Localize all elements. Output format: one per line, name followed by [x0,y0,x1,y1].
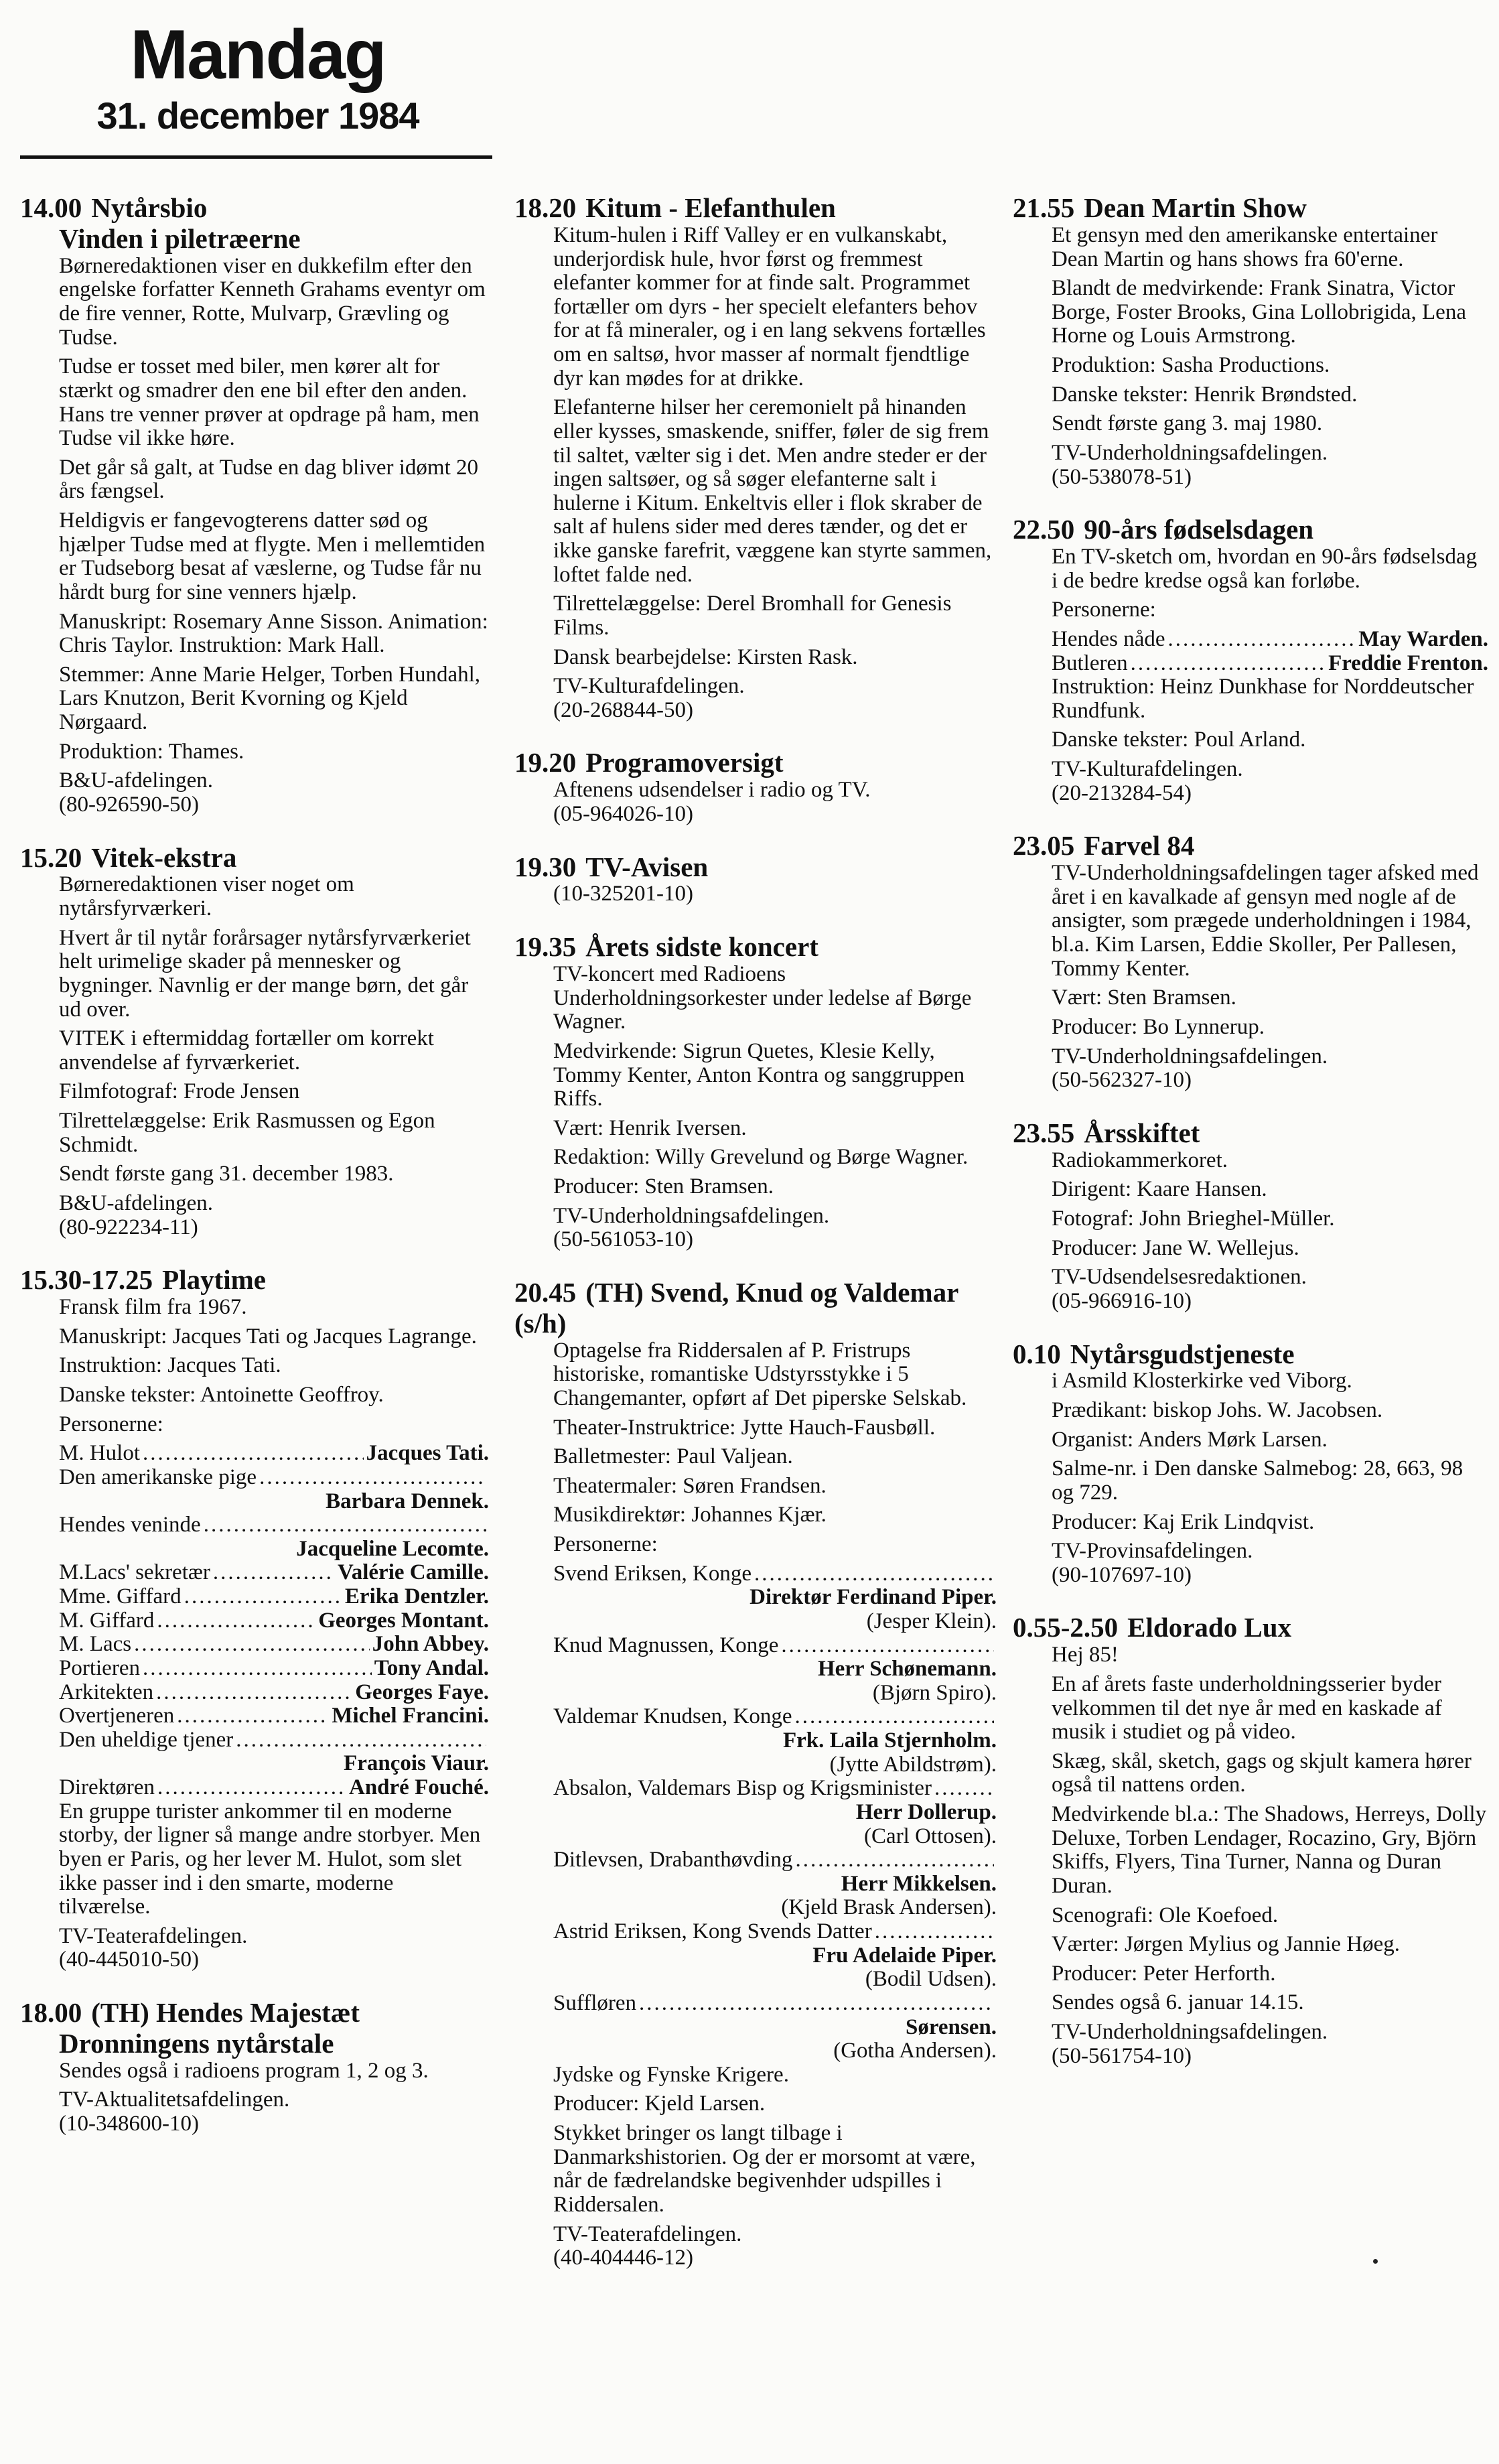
program-description [1013,545,1488,805]
cast-actor: Georges Montant. [318,1608,489,1633]
dot-leader [157,1776,346,1800]
dot-leader [143,1442,364,1466]
cast-role-row [553,1634,997,1658]
program-time: 19.20 [514,747,577,778]
cast-entry [59,1585,489,1609]
description-paragraph: TV-Kulturafdelingen. [1052,757,1243,782]
description-paragraph: Manuskript: Rosemary Anne Sisson. Animation: Chris Taylor. Instruktion: Mark Hall. [59,609,488,658]
description-paragraph: Produktion: Sasha Productions. [1052,353,1330,378]
description-paragraph: TV-Aktualitetsafdelingen. [59,2087,290,2112]
program-title: 90-års fødselsdagen [1084,514,1314,545]
dot-leader [1131,652,1326,676]
page-title: Mandag [130,16,386,94]
cast-actor: Tony Andal. [374,1655,489,1680]
dot-leader [143,1657,372,1681]
program-time: 21.55 [1013,193,1075,223]
program-code: (80-922234-11) [59,1215,198,1239]
program-code: (50-538078-51) [1052,464,1192,489]
cast-actor: Fru Adelaide Piper. [812,1943,997,1968]
description-paragraph: TV-Teaterafdelingen. [59,1923,248,1948]
program-code: (40-404446-12) [553,2246,693,2270]
description-paragraph: Medvirkende: Sigrun Quetes, Klesie Kelly, Tommy Kenter, Anton Kontra og sanggruppen Riffs. [553,1038,965,1111]
program-heading [1013,1613,1488,1643]
program-description [1013,862,1488,1093]
cast-role-row [553,1562,997,1586]
column-1 [20,193,489,2444]
program-entry [1013,1118,1488,1314]
dot-leader [639,1992,994,2016]
program-time: 19.30 [514,851,577,882]
description-paragraph: Børneredaktionen viser noget om nytårsfyrværkeri. [59,872,354,921]
program-title: (TH) Svend, Knud og Valdemar (s/h) [514,1276,958,1339]
program-heading [514,193,997,224]
cast-list [59,1442,489,1799]
description-paragraph: Manuskript: Jacques Tati og Jacques Lagrange. [59,1324,477,1349]
program-entry [20,1998,489,2136]
description-paragraph: Aftenens udsendelser i radio og TV. [553,778,871,803]
cast-entry [59,1609,489,1633]
program-entry [514,193,997,722]
description-paragraph: Medvirkende bl.a.: The Shadows, Herreys, Dolly Deluxe, Torben Lendager, Rocazino, Gry, Björn Skiffs, Flyers, Tina Turner, Nanna og Duran Duran. [1052,1802,1487,1898]
cast-role: Hendes nåde [1052,626,1165,651]
program-time: 15.20 [20,841,82,873]
cast-actor: May Warden. [1358,626,1488,651]
cast-role: Direktøren [59,1775,155,1799]
description-paragraph: Producer: Kaj Erik Lindqvist. [1052,1509,1315,1534]
description-paragraph: En TV-sketch om, hvordan en 90-års fødselsdag i de bedre kredse også kan forløbe. [1052,545,1478,593]
dot-leader [156,1681,352,1705]
dot-leader [795,1705,995,1729]
description-paragraph: Producer: Peter Herforth. [1052,1961,1276,1986]
program-description [20,1296,489,1972]
description-paragraph: Fransk film fra 1967. [59,1295,247,1320]
program-description [20,2059,489,2136]
dot-leader [236,1728,486,1753]
description-paragraph: TV-Teaterafdelingen. [553,2221,742,2246]
cast-note: (Gotha Andersen). [833,2039,997,2063]
program-heading [1013,515,1488,545]
program-heading [20,1265,489,1296]
program-time: 18.20 [514,193,577,223]
program-title: Årsskiftet [1084,1117,1200,1148]
program-code: (80-926590-50) [59,792,199,817]
description-paragraph: En af årets faste underholdningsserier byder velkommen til det nye år med en kaskade af musik i studiet og på video. [1052,1671,1442,1744]
description-paragraph: Instruktion: Jacques Tati. [59,1353,281,1378]
program-entry [1013,1613,1488,2068]
description-paragraph: Salme-nr. i Den danske Salmebog: 28, 663, 98 og 729. [1052,1456,1464,1505]
column-3 [1013,193,1488,2444]
cast-entry [553,1634,997,1706]
description-paragraph: Producer: Bo Lynnerup. [1052,1014,1265,1039]
cast-actor: Jacqueline Lecomte. [296,1536,489,1561]
description-paragraph: B&U-afdelingen. [59,768,214,793]
cast-list [553,1562,997,2063]
dot-leader [795,1848,994,1872]
program-entry [514,1278,997,2270]
program-time: 20.45 [514,1276,577,1308]
cast-actor: Sørensen. [906,2014,997,2039]
description-paragraph: Personerne: [59,1412,163,1436]
description-paragraph: Hvert år til nytår forårsager nytårsfyrværkeriet helt urimelige skader på mennesker og bygninger. Navnlig er der mange børn, det går ud over. [59,925,471,1022]
page-date: 31. december 1984 [96,94,419,137]
program-time: 15.30-17.25 [20,1264,153,1296]
program-title: Programoversigt [585,747,784,778]
program-description [1013,1149,1488,1314]
cast-role: Den uheldige tjener [59,1727,234,1752]
program-title: Eldorado Lux [1127,1612,1292,1643]
program-code: (10-348600-10) [59,2112,199,2136]
cast-role-row [553,1777,997,1801]
description-paragraph: Det går så galt, at Tudse en dag bliver idømt 20 års fængsel. [59,455,478,504]
description-paragraph: En gruppe turister ankommer til en moderne storby, der ligner så mange andre storbyer. Men byen er Paris, og her lever M. Hulot, som slet ikke passer ind i den smarte, moderne tilværelse. [59,1799,481,1919]
program-entry [20,1265,489,1972]
cast-note: (Bjørn Spiro). [872,1680,997,1705]
program-title: Nytårsgudstjeneste [1070,1338,1295,1369]
cast-entry [553,1777,997,1848]
description-paragraph: Producer: Sten Bramsen. [553,1174,774,1199]
description-paragraph: Prædikant: biskop Johs. W. Jacobsen. [1052,1398,1383,1423]
dot-leader [875,1920,994,1944]
cast-entry [59,1442,489,1466]
cast-entry [553,1992,997,2063]
program-entry [20,843,489,1240]
description-paragraph: Produktion: Thames. [59,739,244,764]
program-title: Farvel 84 [1084,830,1195,862]
description-paragraph: Jydske og Fynske Krigere. [553,2062,789,2087]
description-paragraph: TV-Kulturafdelingen. [553,674,745,699]
program-time: 0.10 [1013,1338,1061,1369]
description-paragraph: Tudse er tosset med biler, men kører alt for stærkt og smadrer den ene bil efter den anden. Hans tre venner prøver at opdrage på ham, men Tudse vil ikke høre. [59,354,480,451]
program-heading [1013,1118,1488,1149]
program-title: Kitum - Elefanthulen [585,193,836,223]
program-heading [20,193,489,224]
program-heading [1013,1339,1488,1370]
program-heading [514,932,997,963]
page-masthead [20,16,496,137]
description-paragraph: Tilrettelæggelse: Derel Bromhall for Genesis Films. [553,592,952,640]
description-paragraph: TV-Udsendelsesredaktionen. [1052,1265,1307,1290]
cast-role-row [553,1920,997,1944]
program-time: 18.00 [20,1997,82,2028]
description-paragraph: Redaktion: Willy Grevelund og Børge Wagner. [553,1145,969,1170]
cast-entry [553,1562,997,1634]
program-entry [1013,193,1488,489]
cast-actor: Valérie Camille. [337,1560,489,1585]
description-paragraph: TV-Underholdningsafdelingen. [1052,1044,1328,1069]
program-entry [20,193,489,817]
description-paragraph: Radiokammerkoret. [1052,1148,1228,1172]
program-entry [1013,515,1488,805]
program-entry [514,932,997,1252]
cast-role: M. Giffard [59,1608,155,1633]
program-title: Nytårsbio [91,193,208,223]
description-paragraph: Balletmester: Paul Valjean. [553,1444,793,1469]
cast-actor: Freddie Frenton. [1328,651,1488,675]
description-paragraph: Theater-Instruktrice: Jytte Hauch-Fausbøll. [553,1415,936,1440]
cast-role-row [59,1466,489,1490]
cast-role: Ditlevsen, Drabanthøvding [553,1848,793,1872]
cast-entry [59,1728,489,1776]
program-description [514,224,997,723]
program-time: 19.35 [514,931,577,963]
description-paragraph: Personerne: [1052,598,1156,622]
description-paragraph: Tilrettelæggelse: Erik Rasmussen og Egon Schmidt. [59,1109,435,1157]
cast-list [1052,628,1488,675]
dot-leader [157,1609,315,1633]
description-paragraph: Heldigvis er fangevogterens datter sød og hjælper Tudse med at flygte. Men i mellemtiden er Tudseborg besat af væslerne, og Tudse får nu hårdt burg for sine venners hjælp. [59,508,486,604]
description-paragraph: Dirigent: Kaare Hansen. [1052,1177,1267,1202]
program-time: 14.00 [20,193,82,223]
cast-entry [59,1513,489,1561]
description-paragraph: Theatermaler: Søren Frandsen. [553,1473,827,1498]
program-description [20,873,489,1239]
cast-role: Butleren [1052,651,1128,675]
program-heading [514,852,997,883]
program-entry [1013,1339,1488,1588]
cast-entry [553,1848,997,1920]
dot-leader [213,1561,335,1585]
description-paragraph: Sendes også 6. januar 14.15. [1052,1990,1304,2015]
program-code: (20-213284-54) [1052,780,1192,805]
cast-entry [59,1466,489,1513]
program-description [1013,1369,1488,1587]
description-paragraph: Sendes også i radioens program 1, 2 og 3. [59,2058,429,2083]
program-entry [514,748,997,826]
cast-actor: Georges Faye. [355,1680,489,1704]
program-heading [514,748,997,778]
description-paragraph: TV-Underholdningsafdelingen. [1052,2020,1328,2045]
cast-actor: Michel Francini. [332,1704,489,1728]
description-paragraph: Producer: Jane W. Wellejus. [1052,1235,1299,1260]
cast-entry [59,1681,489,1705]
dot-leader [1168,628,1356,652]
description-paragraph: B&U-afdelingen. [59,1190,214,1215]
cast-actor: François Viaur. [344,1751,489,1776]
cast-note: (Bodil Udsen). [865,1967,997,1992]
cast-actor: André Fouché. [349,1775,489,1799]
program-code: (05-964026-10) [553,801,693,826]
description-paragraph: Vært: Henrik Iversen. [553,1115,747,1140]
description-paragraph: Organist: Anders Mørk Larsen. [1052,1427,1328,1452]
cast-role: Den amerikanske pige [59,1464,257,1489]
cast-entry [59,1633,489,1657]
program-code: (90-107697-10) [1052,1562,1192,1587]
program-description [1013,224,1488,489]
dot-leader [754,1562,994,1586]
cast-role-row [553,1705,997,1729]
program-title: Årets sidste koncert [585,931,818,963]
program-entry [514,852,997,907]
cast-entry [553,1705,997,1777]
cast-entry [59,1561,489,1585]
description-paragraph: TV-Underholdningsafdelingen. [553,1203,830,1228]
cast-entry [59,1657,489,1681]
program-description [514,963,997,1252]
description-paragraph: Hej 85! [1052,1643,1119,1667]
cast-role: Mme. Giffard [59,1584,182,1609]
description-paragraph: Filmfotograf: Frode Jensen [59,1079,300,1104]
cast-entry [1052,628,1488,652]
cast-role: Absalon, Valdemars Bisp og Krigsminister [553,1776,932,1801]
cast-role-row [59,1728,489,1753]
description-paragraph: Fotograf: John Brieghel-Müller. [1052,1207,1335,1231]
cast-actor: Herr Mikkelsen. [841,1871,997,1896]
cast-role: M.Lacs' sekretær [59,1560,210,1585]
cast-role: Arkitekten [59,1680,154,1704]
cast-entry [1052,652,1488,676]
cast-actor: Direktør Ferdinand Piper. [750,1585,997,1610]
description-paragraph: Producer: Kjeld Larsen. [553,2092,766,2116]
cast-actor: John Abbey. [372,1632,489,1657]
dot-leader [259,1466,486,1490]
description-paragraph: TV-koncert med Radioens Underholdningsorkester under ledelse af Børge Wagner. [553,962,972,1034]
cast-role: M. Lacs [59,1632,132,1657]
cast-role: M. Hulot [59,1441,141,1466]
description-paragraph: Sendt første gang 3. maj 1980. [1052,411,1323,436]
description-paragraph: Danske tekster: Poul Arland. [1052,728,1306,752]
description-paragraph: Dansk bearbejdelse: Kirsten Rask. [553,644,858,669]
dot-leader [934,1777,994,1801]
cast-actor: Barbara Dennek. [326,1489,489,1513]
program-time: 0.55-2.50 [1013,1612,1119,1643]
program-title: Dean Martin Show [1084,193,1307,223]
cast-actor: Frk. Laila Stjernholm. [783,1728,997,1753]
program-time: 23.55 [1013,1117,1075,1148]
cast-entry [59,1776,489,1800]
description-paragraph: Børneredaktionen viser en dukkefilm efter den engelske forfatter Kenneth Grahams eventyr om de fire venner, Rotte, Mulvarp, Grævling og Tudse. [59,253,486,350]
dot-leader [204,1513,486,1537]
program-description [20,255,489,817]
cast-role: Knud Magnussen, Konge [553,1633,779,1657]
cast-role: Overtjeneren [59,1704,175,1728]
description-paragraph: Personerne: [553,1532,658,1557]
cast-role-row [553,1992,997,2016]
description-paragraph: Værter: Jørgen Mylius og Jannie Høeg. [1052,1932,1400,1957]
program-heading [1013,193,1488,224]
cast-role: Hendes veninde [59,1513,201,1537]
description-paragraph: Kitum-hulen i Riff Valley er en vulkanskabt, underjordisk hule, hvor først og fremmest elefanter kommer for at finde salt. Programmet fortæller om dyrs - her specielt elefanters behov for at få mineraler, og i en lang sekvens fortælles om en saltsø, hvor masser af normalt fjendtlige dyr kan mødes for at drikke. [553,222,986,391]
cast-note: (Jesper Klein). [866,1609,997,1633]
program-subtitle: Vinden i piletræerne [59,222,301,254]
description-paragraph: i Asmild Klosterkirke ved Viborg. [1052,1369,1352,1393]
cast-role: Valdemar Knudsen, Konge [553,1704,792,1729]
program-description [1013,1643,1488,2068]
description-paragraph: Optagelse fra Riddersalen af P. Fristrups historiske, romantiske Udstyrsstykke i 5 Changemanter, opført af Det piperske Selskab. [553,1338,967,1410]
dot-leader [184,1585,342,1609]
description-paragraph: Vært: Sten Bramsen. [1052,985,1236,1010]
program-title: TV-Avisen [585,851,709,882]
description-paragraph: Danske tekster: Henrik Brøndsted. [1052,382,1358,407]
description-paragraph: Musikdirektør: Johannes Kjær. [553,1503,827,1527]
column-2 [514,193,997,2444]
cast-note: (Jytte Abildstrøm). [829,1752,997,1777]
description-paragraph: Sendt første gang 31. december 1983. [59,1162,394,1186]
description-paragraph: TV-Provinsafdelingen. [1052,1539,1253,1564]
program-title: (TH) Hendes Majestæt [91,1997,360,2028]
description-paragraph: Blandt de medvirkende: Frank Sinatra, Victor Borge, Foster Brooks, Gina Lollobrigida, Lena Horne og Louis Armstrong. [1052,276,1466,348]
description-paragraph: Elefanterne hilser her ceremonielt på hinanden eller kysses, smaskende, sniffer, føler de sig frem til saltet, vælter sig i det. Men andre steder er der ingen saltsøer, og så søger elefanterne salt i hulerne i Kitum. Enkeltvis eller i flok skraber de salt af hulens sider med deres tænder, og det er ikke ganske farefrit, væggene kan styrte sammen, loftet falde ned. [553,395,992,587]
cast-note: (Kjeld Brask Andersen). [781,1895,997,1920]
description-paragraph: VITEK i eftermiddag fortæller om korrekt anvendelse af fyrværkeriet. [59,1026,434,1075]
cast-actor: Herr Schønemann. [817,1657,997,1682]
program-code: (10-325201-10) [553,882,693,906]
program-heading [514,1278,997,1339]
cast-note: (Carl Ottosen). [864,1824,997,1848]
cast-role: Svend Eriksen, Konge [553,1561,752,1586]
program-heading [1013,831,1488,862]
program-description [514,1339,997,2270]
program-description [514,778,997,826]
cast-role: Suffløren [553,1990,637,2015]
program-time: 23.05 [1013,830,1075,862]
program-code: (50-561053-10) [553,1227,693,1252]
description-paragraph: Stemmer: Anne Marie Helger, Torben Hundahl, Lars Knutzon, Berit Kvorning og Kjeld Nørgaard. [59,662,481,735]
program-heading [20,1998,489,2029]
description-paragraph: Instruktion: Heinz Dunkhase for Norddeutscher Rundfunk. [1052,675,1474,723]
program-code: (50-562327-10) [1052,1068,1192,1093]
cast-role: Astrid Eriksen, Kong Svends Datter [553,1919,872,1944]
cast-actor: Jacques Tati. [366,1441,489,1466]
program-time: 22.50 [1013,514,1075,545]
description-paragraph: TV-Underholdningsafdelingen. [1052,440,1328,465]
program-code: (40-445010-50) [59,1947,199,1972]
cast-actor: Erika Dentzler. [344,1584,489,1609]
program-heading [20,843,489,874]
header-rule [20,155,492,159]
program-title: Playtime [162,1264,266,1296]
program-subtitle: Dronningens nytårstale [59,2027,334,2059]
cast-role-row [59,1513,489,1537]
description-paragraph: TV-Underholdningsafdelingen tager afsked med året i en kavalkade af gensyn med nogle af de ansigter, som prægede underholdningen i 1984, bl.a. Kim Larsen, Eddie Skoller, Per Pallesen, Tommy Kenter. [1052,861,1479,981]
description-paragraph: Scenografi: Ole Koefoed. [1052,1903,1279,1927]
print-speck [1373,2259,1378,2264]
description-paragraph: Stykket bringer os langt tilbage i Danmarkshistorien. Og der er morsomt at være, når de fædrelandske begivenhder udspilles i Riddersalen. [553,2121,976,2217]
cast-actor: Herr Dollerup. [855,1799,997,1824]
description-paragraph: Danske tekster: Antoinette Geoffroy. [59,1383,384,1407]
program-title: Vitek-ekstra [91,841,237,873]
cast-role: Portieren [59,1655,140,1680]
description-paragraph: Skæg, skål, sketch, gags og skjult kamera hører også til nattens orden. [1052,1749,1472,1797]
program-entry [1013,831,1488,1093]
cast-entry [59,1704,489,1728]
program-code: (20-268844-50) [553,697,693,722]
program-code: (05-966916-10) [1052,1288,1192,1313]
description-paragraph: Et gensyn med den amerikanske entertainer Dean Martin og hans shows fra 60'erne. [1052,222,1438,271]
cast-entry [553,1920,997,1992]
cast-role-row [553,1848,997,1872]
dot-leader [781,1634,994,1658]
dot-leader [134,1633,370,1657]
program-code: (50-561754-10) [1052,2043,1192,2068]
program-description [514,882,997,906]
dot-leader [177,1704,329,1728]
